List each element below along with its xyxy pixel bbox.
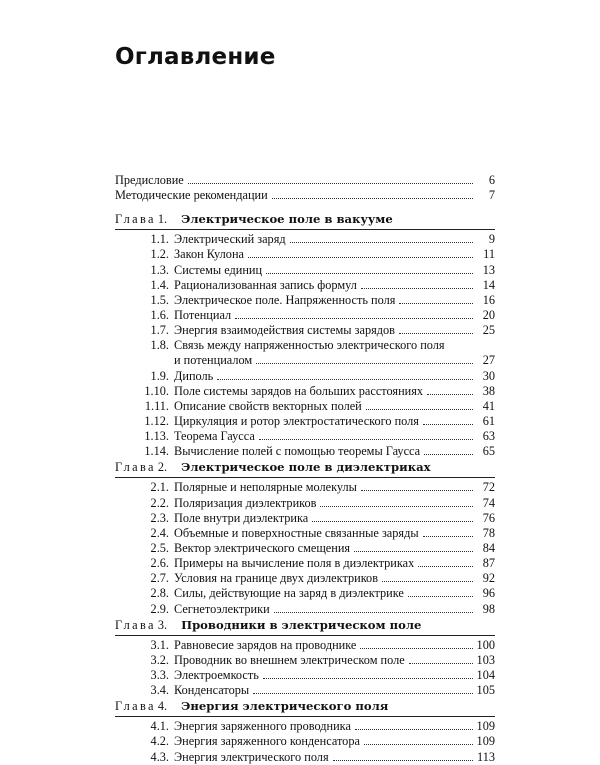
- section-number: 1.7.: [150, 323, 169, 338]
- leader-dots: [364, 735, 473, 745]
- toc-entry-page: 72: [482, 480, 495, 495]
- chapter-label: Глава: [115, 617, 156, 632]
- chapter-number: 3.: [157, 617, 168, 632]
- chapter-heading[interactable]: [115, 617, 495, 634]
- toc-entry-text: Поле системы зарядов на больших расстояниях: [174, 383, 424, 398]
- toc-entry-text: Равновесие зарядов на проводнике: [174, 637, 357, 652]
- toc-entry-text: Энергия электрического поля: [174, 749, 329, 764]
- toc-entry[interactable]: [115, 571, 495, 586]
- chapters-list: [115, 211, 495, 764]
- chapter-number: 4.: [157, 699, 168, 714]
- toc-entry-text: Вычисление полей с помощью теоремы Гаусса: [174, 444, 421, 459]
- toc-entry[interactable]: [115, 734, 495, 749]
- toc-entry-text: и потенциалом: [174, 353, 253, 368]
- section-number: 4.1.: [150, 719, 169, 734]
- leader-dots: [382, 572, 473, 582]
- toc-entry-text: Условия на границе двух диэлектриков: [174, 571, 378, 586]
- section-number: 1.14.: [144, 444, 169, 459]
- toc-entry[interactable]: [115, 338, 495, 353]
- section-number: 1.11.: [144, 398, 169, 413]
- chapter-title: Проводники в электрическом поле: [181, 617, 422, 632]
- section-number: 1.13.: [144, 429, 169, 444]
- toc-entry-text: Рационализованная запись формул: [174, 277, 357, 292]
- toc-entry[interactable]: [115, 429, 495, 444]
- section-number: 3.4.: [150, 683, 169, 698]
- section-number: 1.5.: [150, 292, 169, 307]
- page-title: Оглавление: [115, 44, 276, 70]
- toc-entry[interactable]: [115, 399, 495, 414]
- toc-entry-text: Проводник во внешнем электрическом поле: [174, 652, 405, 667]
- leader-dots: [449, 340, 473, 349]
- toc-entry-text: Вектор электрического смещения: [174, 540, 351, 555]
- section-number: 1.10.: [144, 383, 169, 398]
- toc-entry-page: 78: [482, 525, 495, 540]
- section-number: 1.4.: [150, 277, 169, 292]
- leader-dots: [248, 248, 473, 258]
- toc-entry-text: Электрический заряд: [174, 232, 286, 247]
- chapter-heading[interactable]: [115, 698, 495, 715]
- toc-entry[interactable]: [115, 541, 495, 556]
- toc-entry[interactable]: [115, 556, 495, 571]
- leader-dots: [399, 324, 473, 334]
- section-number: 2.9.: [150, 601, 169, 616]
- toc-entry-page: 113: [477, 749, 495, 764]
- toc-entry-page: 6: [488, 173, 495, 187]
- leader-dots: [256, 354, 473, 364]
- toc-entry-preface[interactable]: [115, 173, 495, 188]
- toc-entry-text: Потенциал: [174, 307, 232, 322]
- toc-entry-page: 7: [488, 188, 495, 203]
- section-number: 2.6.: [150, 556, 169, 571]
- leader-dots: [423, 415, 473, 425]
- spacer: [115, 203, 495, 211]
- toc-entry-text: Циркуляция и ротор электростатического поля: [174, 413, 419, 428]
- leader-dots: [355, 720, 473, 730]
- table-of-contents: [115, 173, 495, 765]
- toc-entry-text: Энергия заряженного проводника: [174, 719, 351, 734]
- toc-entry[interactable]: [115, 232, 495, 247]
- leader-dots: [274, 603, 473, 613]
- toc-entry-text: Диполь: [174, 368, 214, 383]
- toc-entry-text: Поле внутри диэлектрика: [174, 510, 309, 525]
- toc-entry-text: Электрическое поле. Напряженность поля: [174, 292, 396, 307]
- toc-entry-page: 25: [482, 323, 495, 338]
- toc-entry-page: 41: [482, 398, 495, 413]
- leader-dots: [427, 385, 473, 395]
- leader-dots: [418, 557, 473, 567]
- leader-dots: [272, 189, 473, 199]
- toc-entry[interactable]: [115, 278, 495, 293]
- toc-entry-page: 100: [476, 637, 495, 652]
- chapter-label: Глава: [115, 212, 156, 227]
- chapter-title: Энергия электрического поля: [181, 699, 389, 714]
- toc-entry-page: 87: [482, 556, 495, 571]
- toc-entry-text: Энергия заряженного конденсатора: [174, 734, 360, 749]
- section-number: 1.1.: [150, 232, 169, 247]
- toc-entry-text: Сегнетоэлектрики: [174, 601, 270, 616]
- leader-dots: [366, 400, 473, 410]
- toc-entry[interactable]: [115, 719, 495, 734]
- chapter-number: 2.: [157, 460, 168, 475]
- toc-entry-page: 30: [482, 368, 495, 383]
- toc-entry[interactable]: [115, 750, 495, 765]
- section-number: 2.5.: [150, 540, 169, 555]
- toc-entry[interactable]: [115, 496, 495, 511]
- chapter-label: Глава: [115, 460, 156, 475]
- toc-entry-text: Конденсаторы: [174, 683, 250, 698]
- section-number: 1.2.: [150, 247, 169, 262]
- toc-entry[interactable]: [115, 668, 495, 683]
- toc-entry-page: 11: [483, 247, 495, 262]
- toc-entry[interactable]: [115, 308, 495, 323]
- toc-entry-text: Закон Кулона: [174, 247, 244, 262]
- toc-entry-page: 103: [476, 652, 495, 667]
- toc-entry-page: 98: [482, 601, 495, 616]
- leader-dots: [235, 309, 473, 319]
- toc-entry[interactable]: [115, 384, 495, 399]
- toc-entry-page: 104: [476, 667, 495, 682]
- leader-dots: [409, 654, 473, 664]
- toc-entry-method-recommendations[interactable]: [115, 188, 495, 203]
- toc-entry-page: 105: [476, 683, 495, 698]
- leader-dots: [217, 370, 473, 380]
- toc-entry[interactable]: [115, 263, 495, 278]
- toc-entry-page: 76: [482, 510, 495, 525]
- leader-dots: [408, 587, 473, 597]
- chapter-title: Электрическое поле в диэлектриках: [181, 460, 431, 475]
- toc-entry-page: 14: [482, 277, 495, 292]
- leader-dots: [188, 174, 473, 184]
- section-number: 1.9.: [150, 368, 169, 383]
- toc-entry-page: 96: [482, 586, 495, 601]
- toc-entry-text: Описание свойств векторных полей: [174, 398, 362, 413]
- toc-entry-page: 109: [476, 719, 495, 734]
- section-number: 2.7.: [150, 571, 169, 586]
- toc-entry[interactable]: [115, 683, 495, 698]
- leader-dots: [360, 639, 472, 649]
- section-number: 4.2.: [150, 734, 169, 749]
- chapter-heading[interactable]: [115, 459, 495, 476]
- section-number: 2.2.: [150, 495, 169, 510]
- section-number: 2.8.: [150, 586, 169, 601]
- toc-entry[interactable]: [115, 353, 495, 368]
- toc-entry-text: Энергия взаимодействия системы зарядов: [174, 323, 395, 338]
- leader-dots: [423, 527, 473, 537]
- toc-entry-page: 38: [482, 383, 495, 398]
- toc-entry[interactable]: [115, 323, 495, 338]
- toc-entry[interactable]: [115, 369, 495, 384]
- toc-entry-page: 63: [482, 429, 495, 444]
- toc-entry-text: Теорема Гаусса: [174, 429, 255, 444]
- leader-dots: [263, 669, 473, 679]
- chapter-title: Электрическое поле в вакууме: [181, 212, 393, 227]
- leader-dots: [361, 279, 473, 289]
- section-number: 4.3.: [150, 749, 169, 764]
- toc-entry[interactable]: [115, 293, 495, 308]
- leader-dots: [312, 512, 473, 522]
- toc-entry-page: 84: [482, 540, 495, 555]
- leader-dots: [320, 497, 473, 507]
- section-number: 1.6.: [150, 307, 169, 322]
- toc-entry-text: Системы единиц: [174, 262, 263, 277]
- section-number: 2.4.: [150, 525, 169, 540]
- chapter-heading[interactable]: [115, 211, 495, 228]
- toc-entry-text: Полярные и неполярные молекулы: [174, 480, 357, 495]
- chapter-rule: [115, 477, 495, 478]
- toc-entry-text: Поляризация диэлектриков: [174, 495, 317, 510]
- chapter-rule: [115, 716, 495, 717]
- leader-dots: [361, 481, 473, 491]
- chapter-rule: [115, 229, 495, 230]
- leader-dots: [399, 294, 473, 304]
- leader-dots: [266, 264, 473, 274]
- leader-dots: [290, 233, 473, 243]
- toc-entry-text: Силы, действующие на заряд в диэлектрике: [174, 586, 404, 601]
- section-number: 2.3.: [150, 510, 169, 525]
- leader-dots: [424, 445, 473, 455]
- toc-entry-page: 65: [482, 444, 495, 459]
- toc-entry[interactable]: [115, 480, 495, 495]
- toc-entry-page: 109: [476, 734, 495, 749]
- toc-entry-page: 74: [482, 495, 495, 510]
- toc-entry[interactable]: [115, 638, 495, 653]
- chapter-number: 1.: [157, 212, 168, 227]
- section-number: 1.8.: [150, 338, 169, 353]
- leader-dots: [333, 751, 473, 761]
- section-number: 3.1.: [150, 637, 169, 652]
- toc-entry[interactable]: [115, 444, 495, 459]
- toc-entry-text: Объемные и поверхностные связанные заряды: [174, 525, 419, 540]
- toc-entry-text: Предисловие: [115, 173, 184, 187]
- toc-entry-page: 13: [482, 262, 495, 277]
- toc-entry[interactable]: [115, 247, 495, 262]
- toc-entry[interactable]: [115, 586, 495, 601]
- chapter-rule: [115, 635, 495, 636]
- section-number: 3.2.: [150, 652, 169, 667]
- toc-entry-page: 61: [482, 413, 495, 428]
- toc-entry-text: Связь между напряженностью электрического поля: [174, 338, 445, 353]
- leader-dots: [253, 684, 472, 694]
- toc-entry-text: Электроемкость: [174, 667, 259, 682]
- toc-entry[interactable]: [115, 653, 495, 668]
- leader-dots: [259, 430, 473, 440]
- chapter-label: Глава: [115, 699, 156, 714]
- section-number: 3.3.: [150, 667, 169, 682]
- toc-entry-page: 27: [482, 353, 495, 368]
- toc-entry-page: 16: [482, 292, 495, 307]
- section-number: 1.3.: [150, 262, 169, 277]
- toc-entry[interactable]: [115, 602, 495, 617]
- toc-entry-text: Методические рекомендации: [115, 188, 268, 203]
- toc-entry[interactable]: [115, 511, 495, 526]
- toc-entry-page: 20: [482, 307, 495, 322]
- toc-entry-text: Примеры на вычисление поля в диэлектриках: [174, 556, 415, 571]
- toc-entry-page: 92: [482, 571, 495, 586]
- toc-entry-page: 9: [488, 232, 495, 247]
- toc-entry[interactable]: [115, 414, 495, 429]
- section-number: 2.1.: [150, 480, 169, 495]
- toc-entry[interactable]: [115, 526, 495, 541]
- leader-dots: [354, 542, 473, 552]
- section-number: 1.12.: [144, 413, 169, 428]
